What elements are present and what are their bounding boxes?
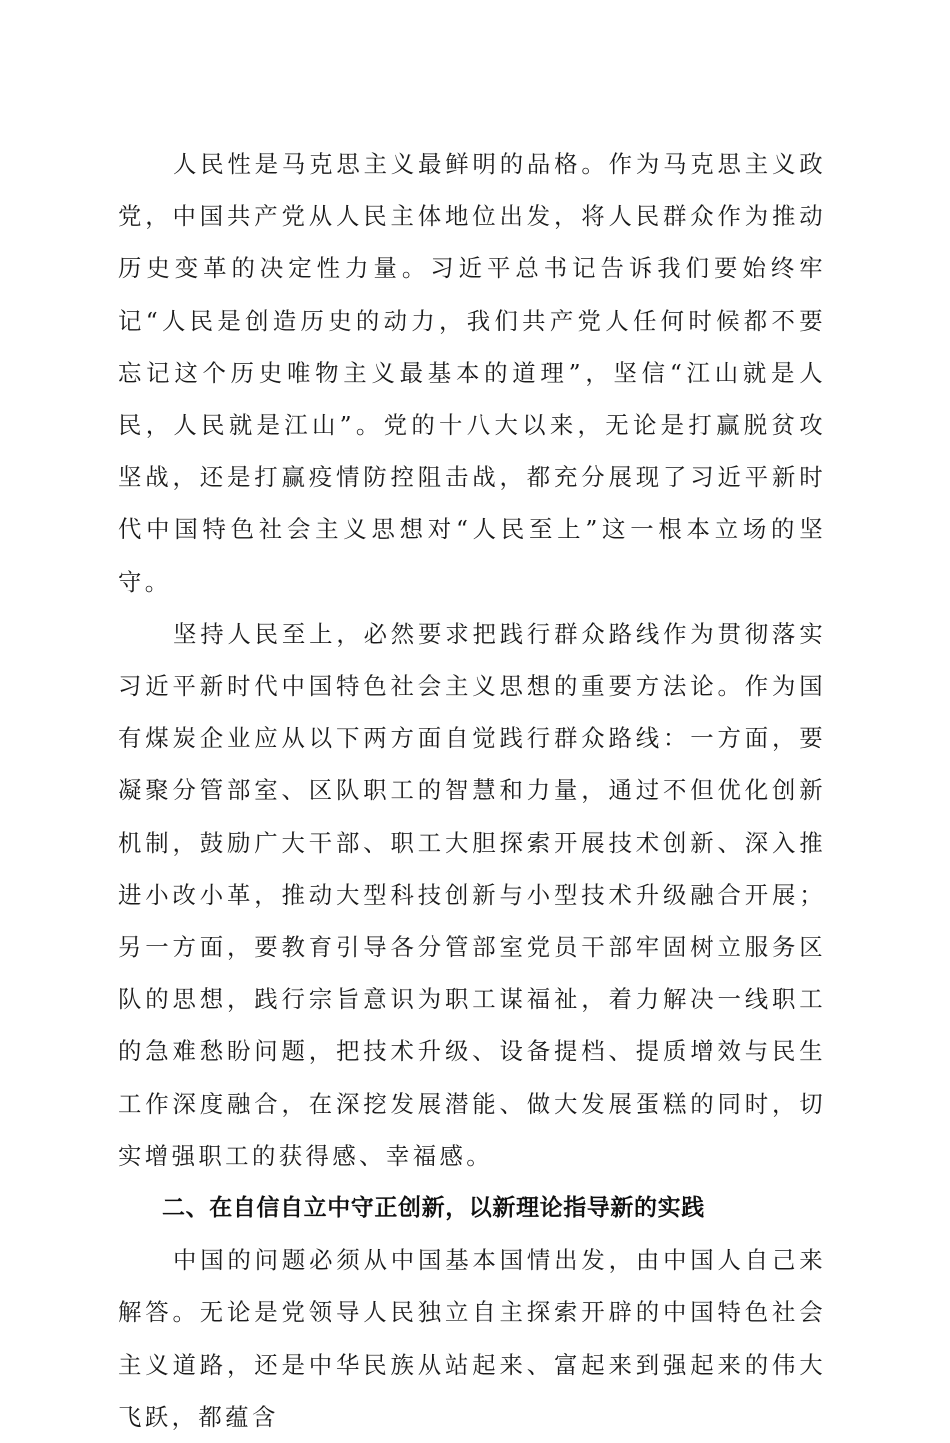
paragraph-self-confidence: 中国的问题必须从中国基本国情出发，由中国人自己来解答。无论是党领导人民独立自主探索开辟的中国特色社会主义道路，还是中华民族从站起来、富起来到强起来的伟大飞跃，都蕴含: [118, 1246, 826, 1431]
paragraph-people-centered: 人民性是马克思主义最鲜明的品格。作为马克思主义政党，中国共产党从人民主体地位出发，将人民群众作为推动历史变革的决定性力量。习近平总书记告诉我们要始终牢记“人民是创造历史的动力，我们共产党人任何时候都不要忘记这个历史唯物主义最基本的道理”，坚信“江山就是人民，人民就是江山”。党的十八大以来，无论是打赢脱贫攻坚战，还是打赢疫情防控阻击战，都充分展现了习近平新时代中国特色社会主义思想对“人民至上”这一根本立场的坚守。: [118, 150, 826, 596]
paragraph-mass-line: 坚持人民至上，必然要求把践行群众路线作为贯彻落实习近平新时代中国特色社会主义思想的重要方法论。作为国有煤炭企业应从以下两方面自觉践行群众路线：一方面，要凝聚分管部室、区队职工的智慧和力量，通过不但优化创新机制，鼓励广大干部、职工大胆探索开展技术创新、深入推进小改小革，推动大型科技创新与小型技术升级融合开展；另一方面，要教育引导各分管部室党员干部牢固树立服务区队的思想，践行宗旨意识为职工谋福祉，着力解决一线职工的急难愁盼问题，把技术升级、设备提档、提质增效与民生工作深度融合，在深挖发展潜能、做大发展蛋糕的同时，切实增强职工的获得感、幸福感。: [118, 619, 826, 1170]
document-body: [118, 138, 826, 1443]
section-heading: 二、在自信自立中守正创新，以新理论指导新的实践: [162, 1195, 705, 1222]
